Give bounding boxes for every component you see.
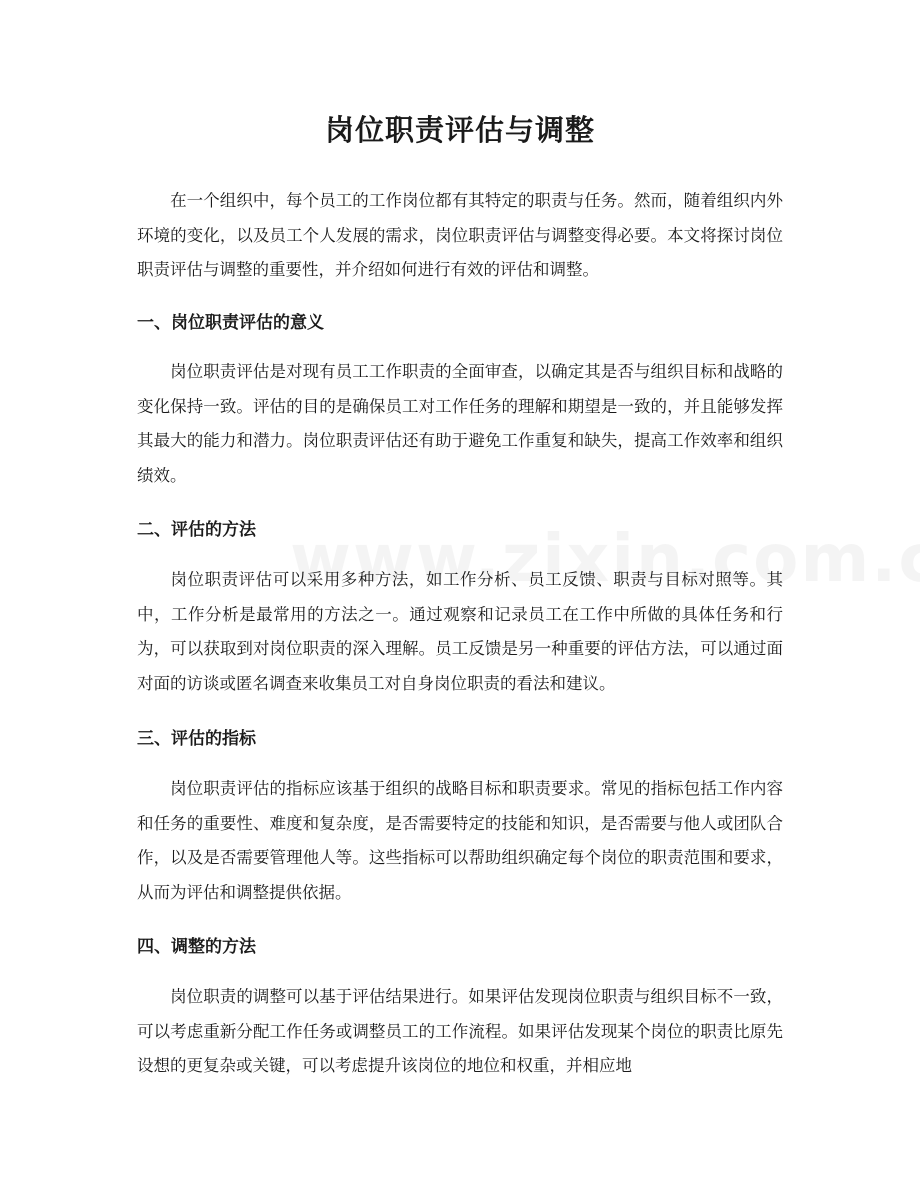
- section-text-2: 岗位职责评估可以采用多种方法，如工作分析、员工反馈、职责与目标对照等。其中，工作分析是最常用的方法之一。通过观察和记录员工在工作中所做的具体任务和行为，可以获取到对岗位职责的深入理解。员工反馈是另一种重要的评估方法，可以通过面对面的访谈或匿名调查来收集员工对自身岗位职责的看法和建议。: [137, 570, 783, 693]
- section-paragraph-1: [137, 355, 783, 493]
- section-heading-4: 四、调整的方法: [137, 937, 256, 957]
- section-heading-2: 二、评估的方法: [137, 520, 256, 540]
- intro-paragraph: [137, 184, 783, 288]
- section-heading-1: 一、岗位职责评估的意义: [137, 313, 324, 333]
- section-text-3: 岗位职责评估的指标应该基于组织的战略目标和职责要求。常见的指标包括工作内容和任务的重要性、难度和复杂度，是否需要特定的技能和知识，是否需要与他人或团队合作，以及是否需要管理他人等。这些指标可以帮助组织确定每个岗位的职责范围和要求，从而为评估和调整提供依据。: [137, 779, 783, 902]
- section-paragraph-4: [137, 980, 783, 1084]
- section-paragraph-3: [137, 772, 783, 910]
- intro-text: 在一个组织中，每个员工的工作岗位都有其特定的职责与任务。然而，随着组织内外环境的变化，以及员工个人发展的需求，岗位职责评估与调整变得必要。本文将探讨岗位职责评估与调整的重要性，并介绍如何进行有效的评估和调整。: [137, 191, 783, 279]
- section-text-4: 岗位职责的调整可以基于评估结果进行。如果评估发现岗位职责与组织目标不一致，可以考虑重新分配工作任务或调整员工的工作流程。如果评估发现某个岗位的职责比原先设想的更复杂或关键，可以考虑提升该岗位的地位和权重，并相应地: [137, 987, 783, 1075]
- document-title: 岗位职责评估与调整: [324, 113, 595, 147]
- section-paragraph-2: [137, 563, 783, 701]
- section-text-1: 岗位职责评估是对现有员工工作职责的全面审查，以确定其是否与组织目标和战略的变化保持一致。评估的目的是确保员工对工作任务的理解和期望是一致的，并且能够发挥其最大的能力和潜力。岗位职责评估还有助于避免工作重复和缺失，提高工作效率和组织绩效。: [137, 362, 783, 485]
- section-heading-3: 三、评估的指标: [137, 729, 256, 749]
